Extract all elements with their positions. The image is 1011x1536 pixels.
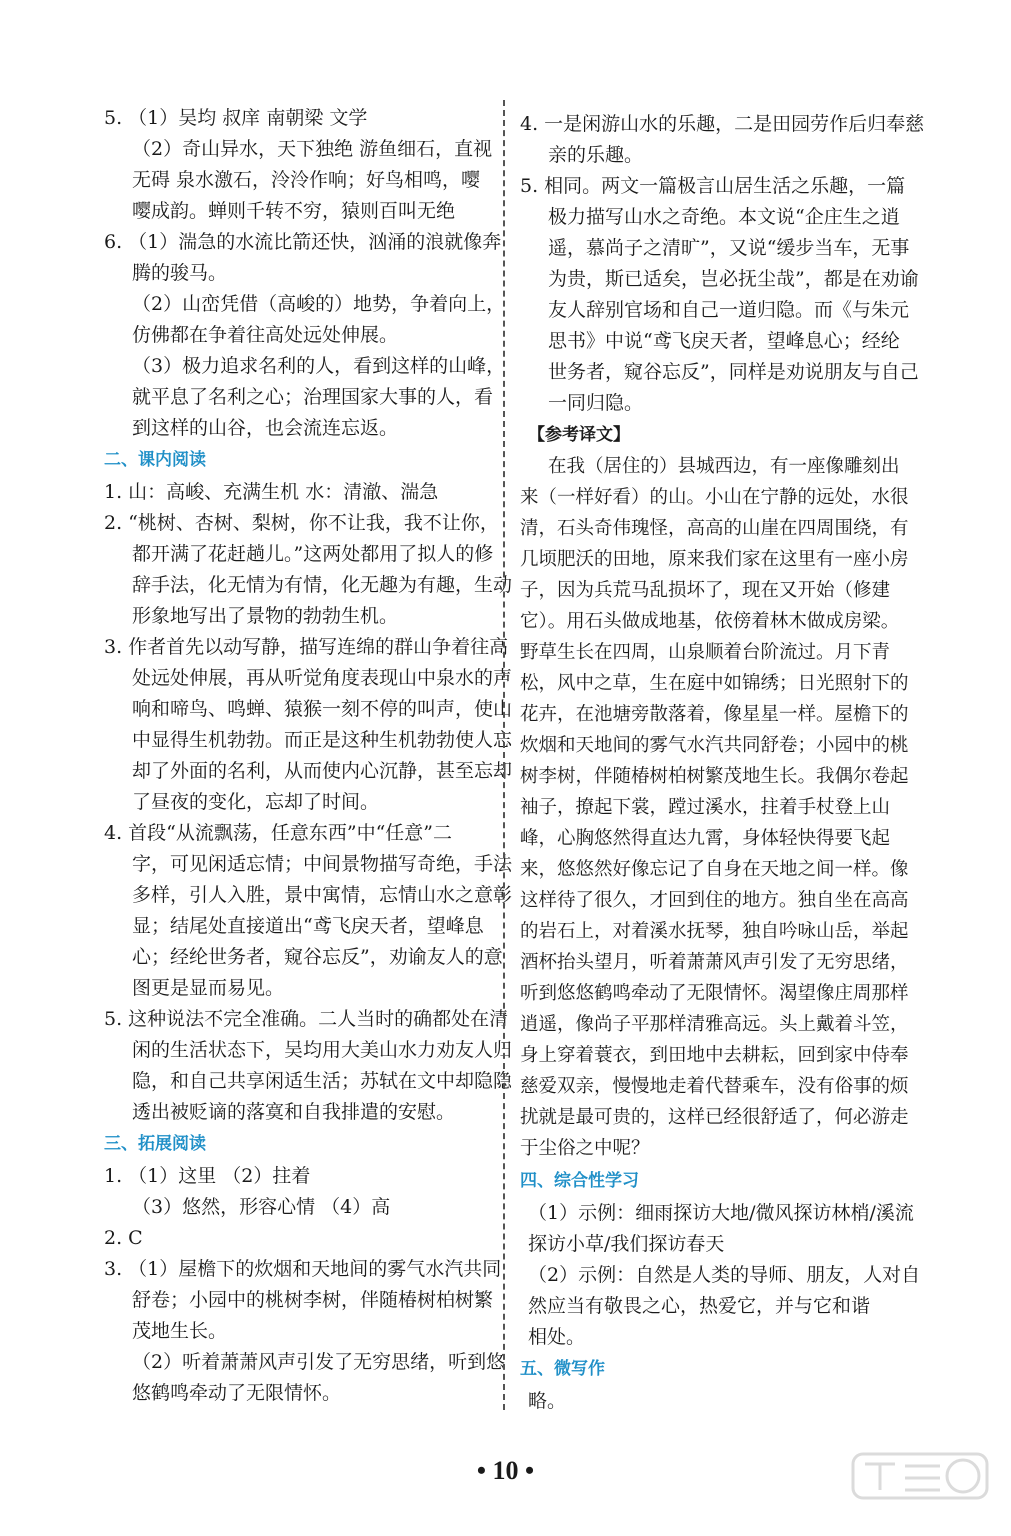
text-line: 3. 作者首先以动写静，描写连绵的群山争着往高 [104,636,509,658]
text-line: 极力描写山水之奇绝。本文说“企庄生之逍 [548,206,900,228]
text-line: 花卉，在池塘旁散落着，像星星一样。屋檐下的 [520,704,909,725]
text-line: 世务者，窥谷忘反”，同样是劝说朋友与自己 [548,361,919,383]
text-line: 袖子，撩起下裳，蹚过溪水，拄着手杖登上山 [520,797,891,818]
column-divider [503,100,505,1410]
text-line: 1. （1）这里 （2）拄着 [104,1165,311,1187]
text-line: 慈爱双亲，慢慢地走着代替乘车，没有俗事的烦 [520,1076,909,1097]
text-line: 5. （1）吴均 叔庠 南朝梁 文学 [104,107,368,129]
text-line: 响和啼鸟、鸣蝉、猿猴一刻不停的叫声，使山 [132,698,513,720]
text-line: （2）示例：自然是人类的导师、朋友，人对自 [528,1264,921,1286]
text-line: （3）极力追求名利的人，看到这样的山峰， [132,355,506,377]
text-line: 形象地写出了景物的勃勃生机。 [132,605,399,627]
text-line: 5. 这种说法不完全准确。二人当时的确都处在清 [104,1008,509,1030]
text-line: 略。 [528,1390,567,1412]
section-heading: 二、课内阅读 [104,450,206,470]
text-line: 1. 山：高峻、充满生机 水：清澈、湍急 [104,481,439,503]
text-line: 野草生长在四周，山泉顺着台阶流过。月下青 [520,642,891,663]
text-line: 字，可见闲适忘情；中间景物描写奇绝，手法 [132,853,513,875]
section-heading: 三、拓展阅读 [104,1134,206,1154]
text-line: 酒杯抬头望月，听着萧萧风声引发了无穷思绪， [520,952,909,973]
text-line: 松，风中之草，生在庭中如锦绣；日光照射下的 [520,673,909,694]
text-line: （3）悠然，形容心情 （4）高 [132,1196,391,1218]
text-line: 来，悠悠然好像忘记了自身在天地之间一样。像 [520,859,909,880]
text-line: 相处。 [528,1326,586,1348]
text-line: （2）听着萧萧风声引发了无穷思绪，听到悠 [132,1351,506,1373]
text-line: 这样待了很久，才回到住的地方。独自坐在高高 [520,890,909,911]
subsection-title: 【参考译文】 [528,425,630,445]
text-line: 茂地生长。 [132,1320,228,1342]
text-line: 峰，心胸悠然得直达九霄，身体轻快得要飞起 [520,828,891,849]
text-line: （2）山峦凭借（高峻的）地势，争着向上， [132,293,506,315]
text-line: 炊烟和天地间的雾气水汽共同舒卷；小园中的桃 [520,735,909,756]
text-line: 辞手法，化无情为有情，化无趣为有趣，生动 [132,574,513,596]
text-line: 6. （1）湍急的水流比箭还快，汹涌的浪就像奔 [104,231,502,253]
text-line: 4. 一是闲游山水的乐趣，二是田园劳作后归奉慈 [520,113,925,135]
watermark-logo [845,1444,995,1524]
text-line: 探访小草/我们探访春天 [528,1233,725,1255]
text-line: 友人辞别官场和自己一道归隐。而《与朱元 [548,299,910,321]
text-line: 了昼夜的变化，忘却了时间。 [132,791,380,813]
text-line: 无碍 泉水激石，泠泠作响；好鸟相鸣，嘤 [132,169,481,191]
text-line: 子，因为兵荒马乱损坏了，现在又开始（修建 [520,580,891,601]
text-line: 就平息了名利之心；治理国家大事的人，看 [132,386,494,408]
text-line: 几顷肥沃的田地，原来我们家在这里有一座小房 [520,549,909,570]
text-line: 3. （1）屋檐下的炊烟和天地间的雾气水汽共同 [104,1258,502,1280]
text-line: 来（一样好看）的山。小山在宁静的远处，水很 [520,487,909,508]
text-line: 为贵，斯已适矣，岂必抚尘哉”，都是在劝谕 [548,268,919,290]
text-line: 它）。用石头做成地基，依傍着林木做成房梁。 [520,611,900,632]
text-line: 中显得生机勃勃。而正是这种生机勃勃使人忘 [132,729,513,751]
text-line: 亲的乐趣。 [548,144,644,166]
text-line: （1）示例：细雨探访大地/微风探访林梢/溪流 [528,1202,914,1224]
text-line: 清，石头奇伟瑰怪，高高的山崖在四周围绕，有 [520,518,909,539]
page-number: • 10 • [476,1456,535,1485]
text-line: 5. 相同。两文一篇极言山居生活之乐趣，一篇 [520,175,906,197]
text-line: 到这样的山谷，也会流连忘返。 [132,417,399,439]
text-line: 显；结尾处直接道出“鸢飞戾天者，望峰息 [132,915,484,937]
text-line: 嘤成韵。蝉则千转不穷，猿则百叫无绝 [132,200,456,222]
text-line: 隐，和自己共享闲适生活；苏轼在文中却隐隐 [132,1070,513,1092]
text-line: 的岩石上，对着溪水抚琴，独自吟咏山岳，举起 [520,921,909,942]
text-line: 透出被贬谪的落寞和自我排遣的安慰。 [132,1101,456,1123]
text-line: 然应当有敬畏之心，热爱它，并与它和谐 [528,1295,871,1317]
text-line: （2）奇山异水，天下独绝 游鱼细石，直视 [132,138,493,160]
text-line: 逍遥，像尚子平那样清雅高远。头上戴着斗笠， [520,1014,909,1035]
text-line: 仿佛都在争着往高处远处伸展。 [132,324,399,346]
text-line: 4. 首段“从流飘荡，任意东西”中“任意”二 [104,822,453,844]
text-line: 却了外面的名利，从而使内心沉静，甚至忘却 [132,760,513,782]
text-line: 思书》中说“鸢飞戾天者，望峰息心；经纶 [548,330,900,352]
text-line: 腾的骏马。 [132,262,228,284]
text-line: 闲的生活状态下，吴均用大美山水力劝友人归 [132,1039,513,1061]
text-line: 树李树，伴随椿树柏树繁茂地生长。我偶尔卷起 [520,766,909,787]
text-line: 2. C [104,1227,143,1249]
text-line: 2. “桃树、杏树、梨树，你不让我，我不让你， [104,512,499,534]
section-heading: 五、微写作 [520,1359,605,1379]
text-line: 遥，慕尚子之清旷”，又说“缓步当车，无事 [548,237,910,259]
section-heading: 四、综合性学习 [520,1171,639,1191]
text-line: 心；经纶世务者，窥谷忘反”，劝谕友人的意 [132,946,503,968]
text-line: 扰就是最可贵的，这样已经很舒适了，何必游走 [520,1107,909,1128]
text-line: 处远处伸展，再从听觉角度表现山中泉水的声 [132,667,513,689]
text-line: 图更是显而易见。 [132,977,285,999]
text-line: 一同归隐。 [548,392,644,414]
text-line: 舒卷；小园中的桃树李树，伴随椿树柏树繁 [132,1289,494,1311]
text-line: 悠鹤鸣牵动了无限情怀。 [132,1382,342,1404]
text-line: 都开满了花赶趟儿。”这两处都用了拟人的修 [132,543,494,565]
text-line: 身上穿着蓑衣，到田地中去耕耘，回到家中侍奉 [520,1045,909,1066]
text-line: 多样，引人入胜，景中寓情，忘情山水之意彰 [132,884,513,906]
text-line: 在我（居住的）县城西边，有一座像雕刻出 [548,456,900,477]
text-line: 于尘俗之中呢？ [520,1138,650,1159]
text-line: 听到悠悠鹤鸣牵动了无限情怀。渴望像庄周那样 [520,983,909,1004]
